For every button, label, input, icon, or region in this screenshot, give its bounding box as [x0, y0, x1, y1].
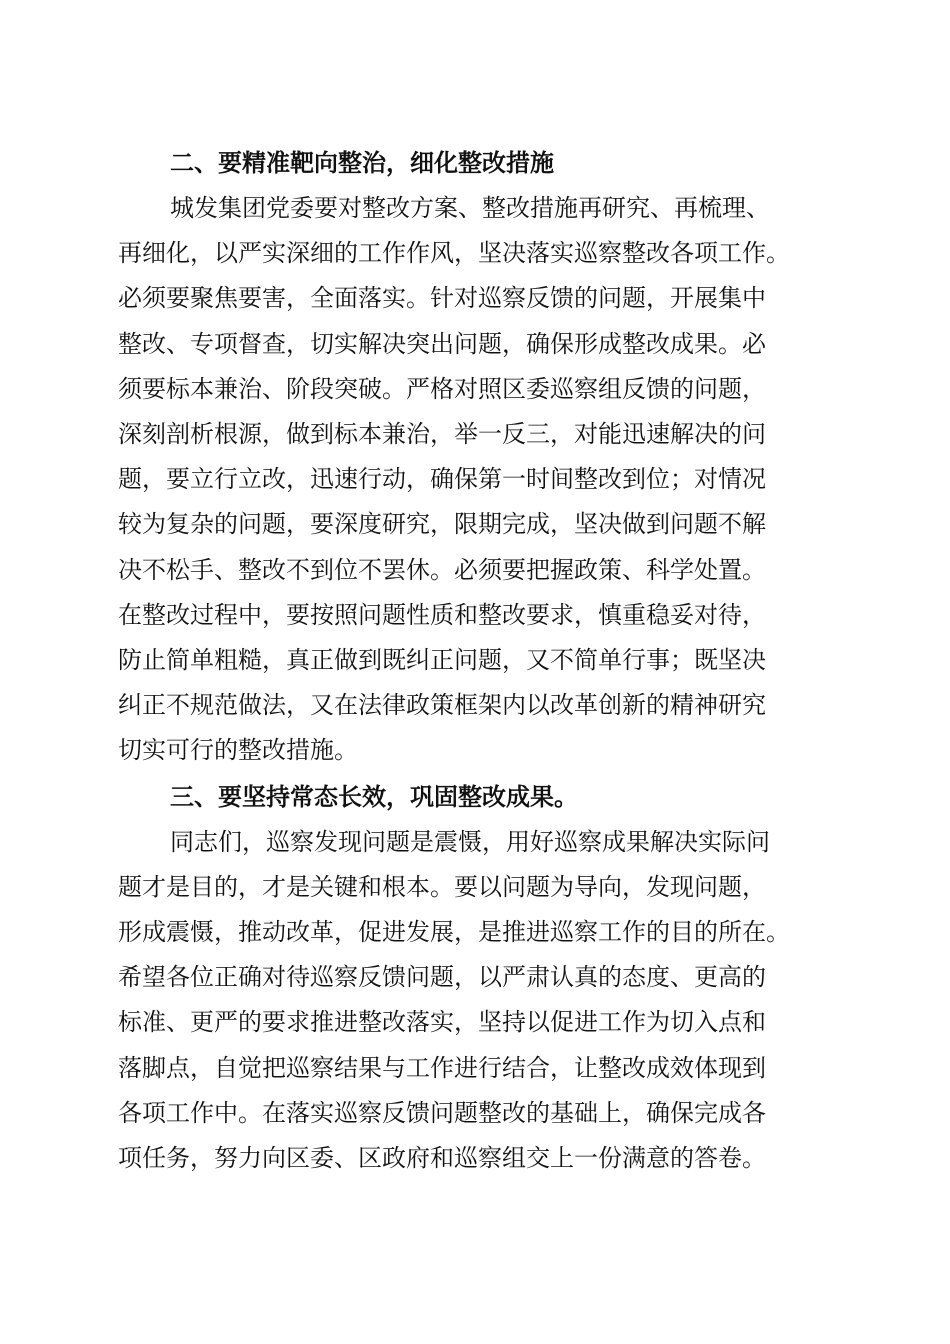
paragraph-line: 落脚点，自觉把巡察结果与工作进行结合，让整改成效体现到	[118, 1053, 766, 1082]
paragraph-line: 深刻剖析根源，做到标本兼治，举一反三，对能迅速解决的问	[118, 420, 766, 449]
paragraph-line: 决不松手、整改不到位不罢休。必须要把握政策、科学处置。	[118, 555, 766, 584]
paragraph-line: 切实可行的整改措施。	[118, 736, 358, 765]
paragraph-line: 须要标本兼治、阶段突破。严格对照区委巡察组反馈的问题，	[118, 374, 766, 403]
paragraph-line: 形成震慑，推动改革，促进发展，是推进巡察工作的目的所在。	[118, 918, 790, 947]
paragraph-line: 较为复杂的问题，要深度研究，限期完成，坚决做到问题不解	[118, 510, 766, 539]
paragraph-line: 项任务，努力向区委、区政府和巡察组交上一份满意的答卷。	[118, 1144, 766, 1173]
paragraph-line: 纠正不规范做法，又在法律政策框架内以改革创新的精神研究	[118, 691, 766, 720]
paragraph-line: 同志们，巡察发现问题是震慑，用好巡察成果解决实际问	[170, 827, 770, 856]
section-3-heading: 三、要坚持常态长效，巩固整改成果。	[170, 782, 578, 811]
section-2-paragraph	[118, 186, 840, 774]
paragraph-line: 希望各位正确对待巡察反馈问题，以严肃认真的态度、更高的	[118, 963, 766, 992]
document-body	[118, 140, 840, 1181]
paragraph-line: 必须要聚焦要害，全面落实。针对巡察反馈的问题，开展集中	[118, 284, 766, 313]
paragraph-line: 防止简单粗糙，真正做到既纠正问题，又不简单行事；既坚决	[118, 646, 766, 675]
paragraph-line: 题才是目的，才是关键和根本。要以问题为导向，发现问题，	[118, 872, 766, 901]
paragraph-line: 题，要立行立改，迅速行动，确保第一时间整改到位；对情况	[118, 465, 766, 494]
paragraph-line: 标准、更严的要求推进整改落实，坚持以促进工作为切入点和	[118, 1008, 766, 1037]
paragraph-line: 在整改过程中，要按照问题性质和整改要求，慎重稳妥对待，	[118, 600, 766, 629]
section-2-heading: 二、要精准靶向整治，细化整改措施	[170, 149, 554, 177]
paragraph-line: 再细化，以严实深细的工作作风，坚决落实巡察整改各项工作。	[118, 239, 790, 268]
paragraph-line: 整改、专项督查，切实解决突出问题，确保形成整改成果。必	[118, 329, 766, 358]
paragraph-line: 城发集团党委要对整改方案、整改措施再研究、再梳理、	[170, 194, 770, 222]
paragraph-line: 各项工作中。在落实巡察反馈问题整改的基础上，确保完成各	[118, 1098, 766, 1127]
section-3-paragraph	[118, 820, 840, 1182]
